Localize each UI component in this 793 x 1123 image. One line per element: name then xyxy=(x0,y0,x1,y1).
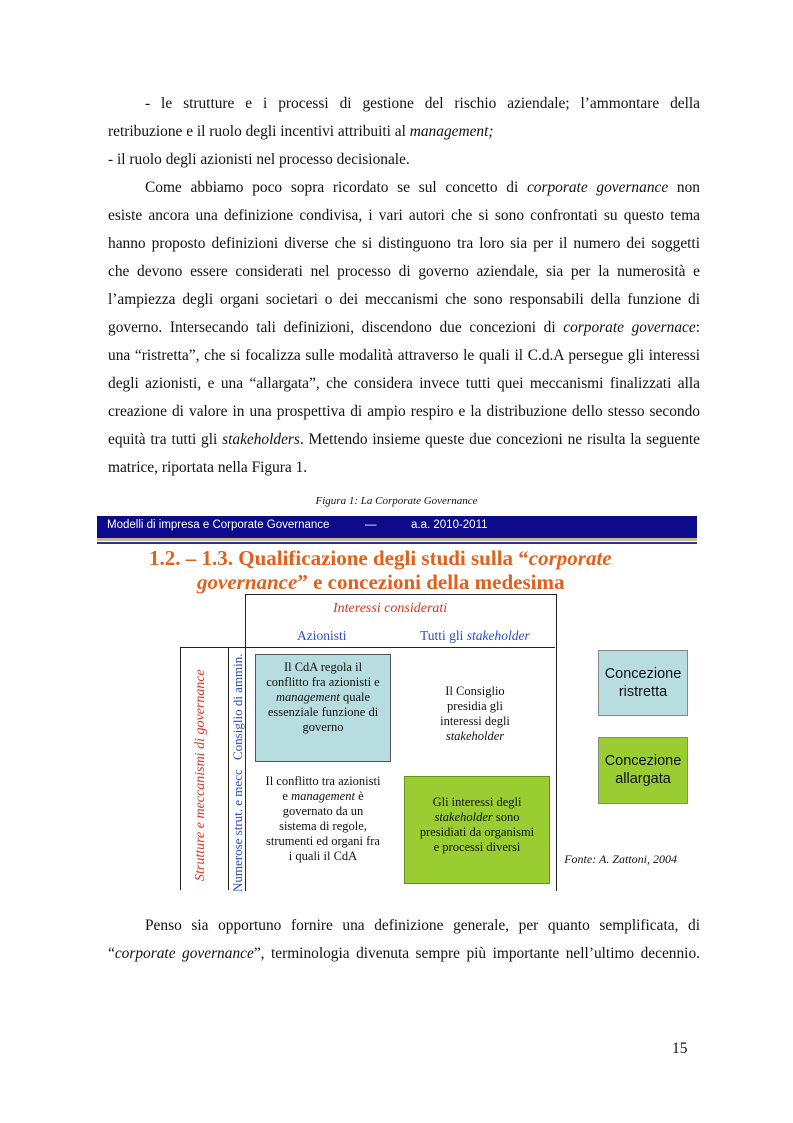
column-label-part: Tutti gli xyxy=(420,628,467,643)
cell-conflitto-azionisti xyxy=(263,774,383,864)
matrix-divider xyxy=(180,647,555,648)
figure xyxy=(97,516,697,896)
text-segment: : xyxy=(695,319,700,336)
column-tutti-stakeholder xyxy=(420,628,530,644)
row-axis-label: Strutture e meccanismi di governance xyxy=(193,669,208,881)
text-segment: corporate governance xyxy=(526,179,669,196)
text-line xyxy=(108,262,700,282)
text-segment: stakeholders xyxy=(222,431,300,448)
slide-header-bar xyxy=(97,516,697,538)
slide-title xyxy=(149,546,689,594)
slide-title-part: ” e concezioni della medesima xyxy=(297,570,565,594)
text-segment: - le strutture e i processi di gestione del rischio aziendale; l’ammontare della xyxy=(145,95,700,112)
text-segment: matrice, riportata nella Figura 1. xyxy=(108,459,308,476)
column-azionisti: Azionisti xyxy=(297,628,347,643)
text-line xyxy=(108,944,700,964)
row-numerose-label: Numerose strut. e mecc xyxy=(230,769,245,892)
text-line xyxy=(108,458,700,478)
text-line xyxy=(145,916,700,936)
text-segment: - il ruolo degli azionisti nel processo decisionale. xyxy=(108,151,410,168)
slide-title-part: corporate xyxy=(528,546,612,570)
cell-interessi-stakeholder xyxy=(404,776,550,884)
cell-text: Gli interessi degli xyxy=(432,795,522,809)
slide-rule xyxy=(97,538,697,541)
interessi-considerati-label: Interessi considerati xyxy=(333,601,448,616)
cell-text: Il conflitto tra azionisti e xyxy=(265,774,381,803)
text-segment: Come abbiamo poco sopra ricordato se sul concetto di xyxy=(145,179,527,196)
slide-header-course: Modelli di impresa e Corporate Governance xyxy=(107,519,330,531)
text-segment: equità tra tutti gli xyxy=(108,431,223,448)
text-segment: ”, terminologia divenuta sempre più importante nell’ultimo decennio. xyxy=(253,945,701,962)
text-segment: hanno proposto definizioni diverse che si distinguono tra loro sia per il numero dei soggetti xyxy=(108,235,700,252)
matrix-divider xyxy=(228,647,229,890)
cell-text: Il CdA regola il conflitto fra azionisti e xyxy=(266,660,380,689)
text-segment: degli azionisti, e una “allargata”, che considera invece tutti quei meccanismi finalizzati alla xyxy=(108,375,700,392)
matrix-divider xyxy=(180,647,181,890)
text-line xyxy=(108,290,700,310)
row-consiglio-label: Consiglio di ammin. xyxy=(230,653,245,760)
text-line xyxy=(145,178,700,198)
slide-title-part: 1.2. – 1.3. Qualificazione degli studi sulla “ xyxy=(149,546,529,570)
text-line xyxy=(108,402,700,422)
text-line xyxy=(108,430,700,450)
cell-text: è governato da un sistema di regole, strumenti ed organi fra i quali il CdA xyxy=(266,789,380,863)
cell-consiglio-stakeholder xyxy=(427,684,523,744)
text-segment: management; xyxy=(409,123,494,140)
text-segment: esiste ancora una definizione condivisa, i vari autori che si sono confrontati su questo tema xyxy=(108,207,700,224)
cell-cda-azionisti xyxy=(255,654,391,762)
text-segment: corporate governance xyxy=(114,945,254,962)
box-concezione-ristretta: Concezione ristretta xyxy=(598,650,688,716)
text-segment: Penso sia opportuno fornire una definizione generale, per quanto semplificata, di xyxy=(145,917,700,934)
figure-caption: Figura 1: La Corporate Governance xyxy=(315,495,478,507)
text-segment: non xyxy=(668,179,700,196)
cell-text: management xyxy=(275,690,340,704)
text-segment: governo. Intersecando tali definizioni, discendono due concezioni di xyxy=(108,319,564,336)
text-segment: corporate governace xyxy=(563,319,696,336)
page-number: 15 xyxy=(672,1040,688,1057)
text-segment: “ xyxy=(108,945,115,962)
text-line xyxy=(108,234,700,254)
text-line xyxy=(108,374,700,394)
slide-title-part: governance xyxy=(197,570,298,594)
cell-text: stakeholder xyxy=(434,810,493,824)
text-line xyxy=(145,94,700,114)
text-line xyxy=(108,150,700,170)
slide-header-year: a.a. 2010-2011 xyxy=(411,519,488,531)
text-segment: l’ampiezza degli organi societari o dei meccanismi che sono responsabili della funzione di xyxy=(108,291,700,308)
slide-rule xyxy=(97,542,697,544)
column-label-part: stakeholder xyxy=(466,628,530,643)
text-segment: creazione di valore in una prospettiva di ampio respiro e la distribuzione dello stesso secondo xyxy=(108,403,700,420)
cell-text: Il Consiglio presidia gli interessi degli xyxy=(440,684,510,728)
text-segment: . Mettendo insieme queste due concezioni ne risulta la seguente xyxy=(299,431,700,448)
box-concezione-allargata: Concezione allargata xyxy=(598,737,688,804)
text-line xyxy=(108,122,700,142)
text-line xyxy=(108,206,700,226)
text-line xyxy=(108,318,700,338)
text-segment: retribuzione e il ruolo degli incentivi attribuiti al xyxy=(108,123,410,140)
slide-header-dash: — xyxy=(365,519,377,531)
cell-text: stakeholder xyxy=(445,729,505,743)
text-segment: che devono essere considerati nel processo di governo aziendale, sia per la numerosità e xyxy=(108,263,700,280)
text-line xyxy=(108,346,700,366)
cell-text: quale essenziale funzione di governo xyxy=(267,690,379,734)
figure-source: Fonte: A. Zattoni, 2004 xyxy=(564,852,677,866)
cell-text: sono presidiati da organismi e processi diversi xyxy=(419,810,535,854)
text-segment: una “ristretta”, che si focalizza sulle modalità attraverso le quali il C.d.A persegue gli interessi xyxy=(108,347,700,364)
cell-text: management xyxy=(291,789,355,803)
